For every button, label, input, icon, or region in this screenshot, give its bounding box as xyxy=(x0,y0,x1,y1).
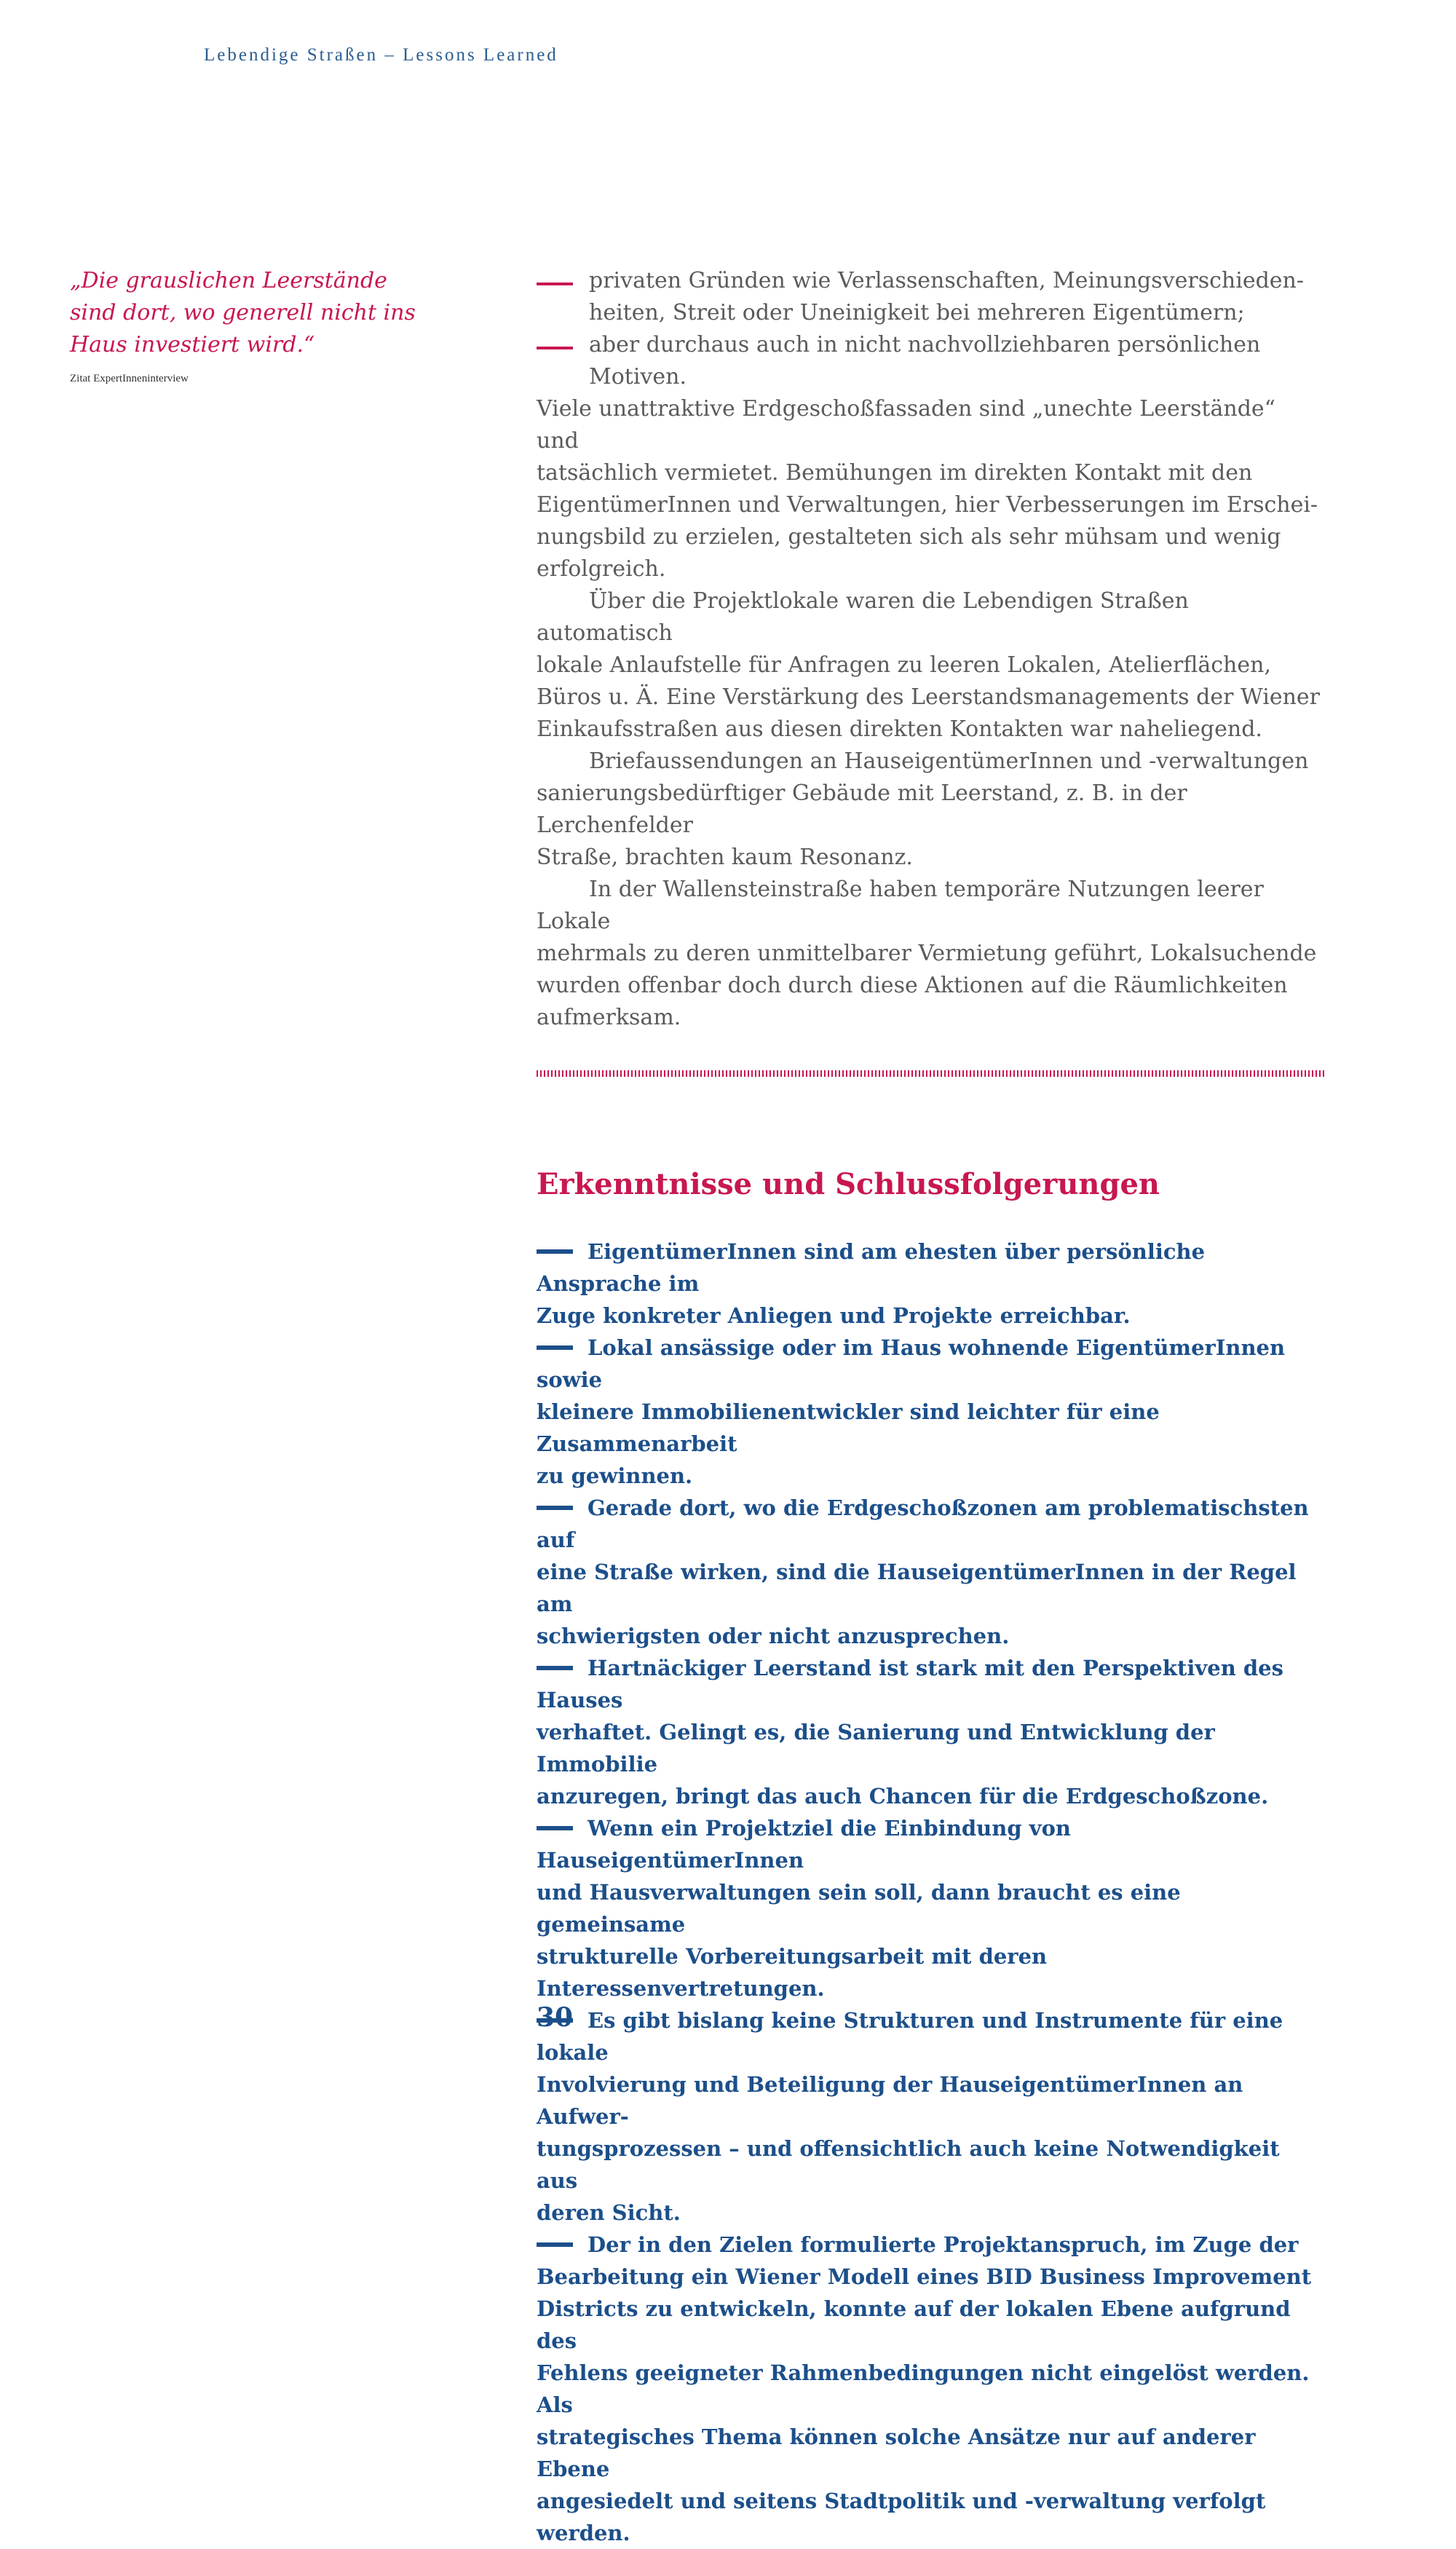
text-line: zu gewinnen. xyxy=(537,1463,693,1488)
quote-line: Haus investiert wird.“ xyxy=(70,332,315,357)
dash-bullet-icon xyxy=(537,1249,573,1254)
running-header: Lebendige Straßen – Lessons Learned xyxy=(204,45,558,65)
conclusion-item xyxy=(537,1492,1324,1652)
text-line: angesiedelt und seitens Stadtpolitik und -verwaltung verfolgt werden. xyxy=(537,2489,1266,2545)
dash-bullet-icon xyxy=(537,1345,573,1350)
text-line: Es gibt bislang keine Strukturen und Instrumente für eine lokale xyxy=(537,2008,1283,2065)
dash-list-item xyxy=(537,265,1324,329)
text-line: Briefaussendungen an HauseigentümerInnen und -verwaltungen xyxy=(589,748,1309,774)
text-line: tungsprozessen – und offensichtlich auch keine Notwendigkeit aus xyxy=(537,2136,1280,2193)
quote-line: „Die grauslichen Leerstände xyxy=(70,268,387,293)
page-number: 30 xyxy=(537,2002,574,2033)
text-line: heiten, Streit oder Uneinigkeit bei mehreren Eigentümern; xyxy=(589,300,1245,325)
main-column xyxy=(537,265,1324,2549)
dash-bullet-icon xyxy=(537,1826,573,1830)
text-line: aufmerksam. xyxy=(537,1005,681,1030)
text-line: Zuge konkreter Anliegen und Projekte erreichbar. xyxy=(537,1303,1131,1328)
text-line: und Hausverwaltungen sein soll, dann braucht es eine gemeinsame xyxy=(537,1880,1181,1937)
conclusion-item xyxy=(537,2004,1324,2229)
text-line: Bearbeitung ein Wiener Modell eines BID Business Improvement xyxy=(537,2264,1312,2289)
section-heading: Erkenntnisse und Schlussfolgerungen xyxy=(537,1167,1160,1201)
sidebar-quote xyxy=(70,265,448,385)
text-line: Gerade dort, wo die Erdgeschoßzonen am problematischsten auf xyxy=(537,1495,1309,1552)
text-line: Districts zu entwickeln, konnte auf der lokalen Ebene aufgrund des xyxy=(537,2296,1291,2353)
text-line: EigentümerInnen und Verwaltungen, hier Verbesserungen im Erschei- xyxy=(537,492,1318,518)
text-line: eine Straße wirken, sind die HauseigentümerInnen in der Regel am xyxy=(537,1560,1297,1616)
text-line: mehrmals zu deren unmittelbarer Vermietung geführt, Lokalsuchende xyxy=(537,941,1317,966)
text-line: EigentümerInnen sind am ehesten über persönliche Ansprache im xyxy=(537,1239,1206,1296)
text-line: strategisches Thema können solche Ansätze nur auf anderer Ebene xyxy=(537,2424,1256,2481)
body-text xyxy=(537,265,1324,1034)
text-line: erfolgreich. xyxy=(537,556,666,582)
dotted-separator xyxy=(537,1070,1324,1077)
dash-bullet-icon xyxy=(537,1506,573,1510)
paragraph xyxy=(537,585,1324,746)
dash-bullet-icon xyxy=(537,1666,573,1670)
text-line: Involvierung und Beteiligung der HauseigentümerInnen an Aufwer- xyxy=(537,2072,1243,2129)
text-line: kleinere Immobilienentwickler sind leichter für eine Zusammenarbeit xyxy=(537,1399,1160,1456)
text-line: privaten Gründen wie Verlassenschaften, Meinungsverschieden- xyxy=(589,268,1304,293)
dash-bullet-icon xyxy=(537,282,573,285)
text-line: Wenn ein Projektziel die Einbindung von HauseigentümerInnen xyxy=(537,1816,1071,1873)
quote-source: Zitat ExpertInneninterview xyxy=(70,373,189,384)
paragraph xyxy=(537,874,1324,1034)
text-line: wurden offenbar doch durch diese Aktionen auf die Räumlichkeiten xyxy=(537,973,1288,998)
paragraph xyxy=(537,746,1324,874)
conclusion-item xyxy=(537,1236,1324,1332)
pull-quote xyxy=(70,265,448,361)
paragraph xyxy=(537,393,1324,585)
text-line: nungsbild zu erzielen, gestalteten sich als sehr mühsam und wenig xyxy=(537,524,1281,550)
text-line: In der Wallensteinstraße haben temporäre Nutzungen leerer Lokale xyxy=(537,877,1264,934)
conclusion-item xyxy=(537,1812,1324,2004)
quote-line: sind dort, wo generell nicht ins xyxy=(70,300,416,325)
text-line: aber durchaus auch in nicht nachvollziehbaren persönlichen xyxy=(589,332,1261,357)
dash-bullet-icon xyxy=(537,347,573,349)
text-line: deren Sicht. xyxy=(537,2200,681,2225)
conclusions-list xyxy=(537,1236,1324,2549)
conclusion-item xyxy=(537,1332,1324,1492)
text-line: Motiven. xyxy=(589,364,687,390)
conclusion-item xyxy=(537,1652,1324,1812)
dash-list-item xyxy=(537,329,1324,393)
text-line: sanierungsbedürftiger Gebäude mit Leerstand, z. B. in der Lerchenfelder xyxy=(537,780,1187,838)
text-line: Der in den Zielen formulierte Projektanspruch, im Zuge der xyxy=(587,2232,1299,2257)
dash-bullet-icon xyxy=(537,2242,573,2247)
text-line: Fehlens geeigneter Rahmenbedingungen nicht eingelöst werden. Als xyxy=(537,2360,1310,2417)
text-line: tatsächlich vermietet. Bemühungen im direkten Kontakt mit den xyxy=(537,460,1253,486)
text-line: Lokal ansässige oder im Haus wohnende EigentümerInnen sowie xyxy=(537,1335,1286,1392)
text-line: lokale Anlaufstelle für Anfragen zu leeren Lokalen, Atelierflächen, xyxy=(537,652,1271,678)
text-line: Büros u. Ä. Eine Verstärkung des Leerstandsmanagements der Wiener xyxy=(537,684,1321,710)
text-line: verhaftet. Gelingt es, die Sanierung und Entwicklung der Immobilie xyxy=(537,1720,1215,1777)
conclusion-item xyxy=(537,2229,1324,2549)
text-line: Straße, brachten kaum Resonanz. xyxy=(537,845,913,870)
text-line: Hartnäckiger Leerstand ist stark mit den Perspektiven des Hauses xyxy=(537,1656,1283,1712)
text-line: Einkaufsstraßen aus diesen direkten Kontakten war naheliegend. xyxy=(537,716,1262,742)
text-line: schwierigsten oder nicht anzusprechen. xyxy=(537,1624,1010,1648)
text-line: Viele unattraktive Erdgeschoßfassaden sind „unechte Leerstände“ und xyxy=(537,396,1275,454)
text-line: Über die Projektlokale waren die Lebendigen Straßen automatisch xyxy=(537,588,1189,646)
text-line: strukturelle Vorbereitungsarbeit mit deren Interessenvertretungen. xyxy=(537,1944,1048,2001)
text-line: anzuregen, bringt das auch Chancen für die Erdgeschoßzone. xyxy=(537,1784,1269,1809)
